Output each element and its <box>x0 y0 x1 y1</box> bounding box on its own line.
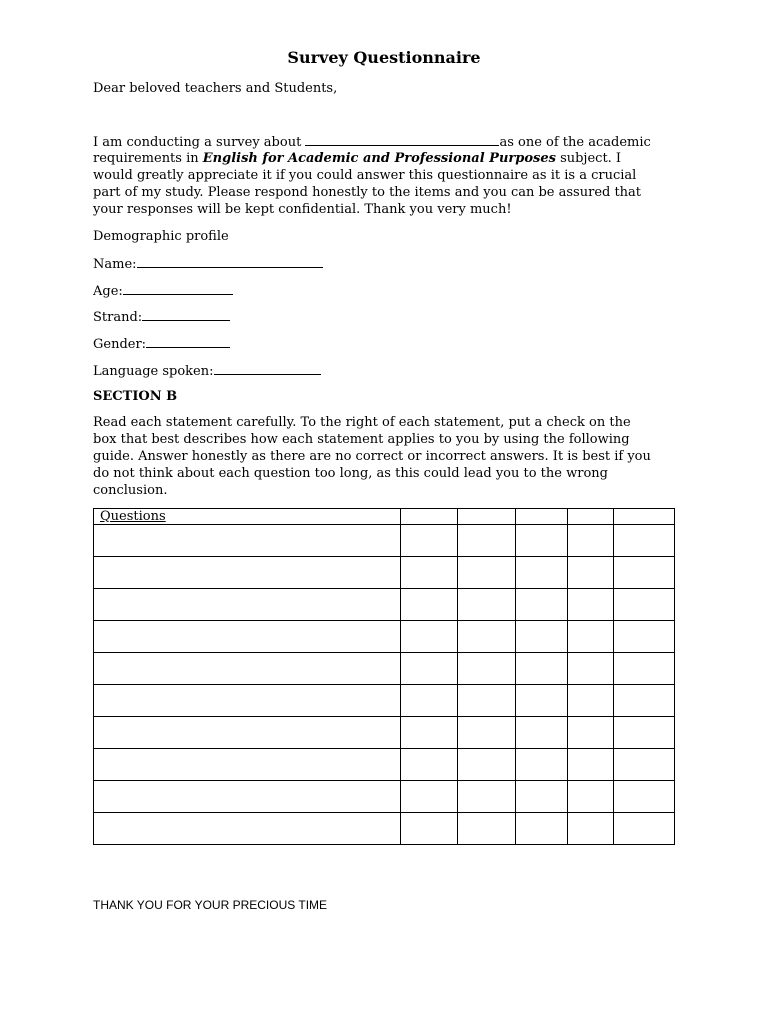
table-row <box>94 749 675 781</box>
greeting: Dear beloved teachers and Students, <box>93 81 338 96</box>
table-row <box>94 621 675 653</box>
language-input[interactable] <box>214 362 321 375</box>
check-cell[interactable] <box>458 557 516 589</box>
check-cell[interactable] <box>614 589 675 621</box>
check-cell[interactable] <box>458 749 516 781</box>
question-cell <box>94 557 401 589</box>
check-cell[interactable] <box>516 749 568 781</box>
strand-label: Strand: <box>93 310 143 325</box>
rating-header <box>614 509 675 525</box>
name-label: Name: <box>93 257 137 272</box>
check-cell[interactable] <box>568 589 614 621</box>
check-cell[interactable] <box>516 781 568 813</box>
strand-field <box>93 308 230 326</box>
intro-part2: as one of the academic <box>499 135 651 150</box>
intro-line-4: part of my study. Please respond honestly to the items and you can be assured that <box>93 185 642 200</box>
check-cell[interactable] <box>568 685 614 717</box>
check-cell[interactable] <box>458 685 516 717</box>
check-cell[interactable] <box>458 621 516 653</box>
rating-header <box>458 509 516 525</box>
check-cell[interactable] <box>516 813 568 845</box>
question-cell <box>94 781 401 813</box>
question-cell <box>94 717 401 749</box>
intro-part1: I am conducting a survey about <box>93 135 306 150</box>
check-cell[interactable] <box>400 653 458 685</box>
check-cell[interactable] <box>568 653 614 685</box>
check-cell[interactable] <box>568 621 614 653</box>
instructions-line-1: Read each statement carefully. To the right of each statement, put a check on the <box>93 415 631 430</box>
check-cell[interactable] <box>458 781 516 813</box>
question-cell <box>94 653 401 685</box>
check-cell[interactable] <box>516 557 568 589</box>
check-cell[interactable] <box>614 621 675 653</box>
check-cell[interactable] <box>614 557 675 589</box>
check-cell[interactable] <box>458 589 516 621</box>
instructions-line-4: do not think about each question too long, as this could lead you to the wrong <box>93 466 608 481</box>
check-cell[interactable] <box>400 813 458 845</box>
language-label: Language spoken: <box>93 364 214 379</box>
check-cell[interactable] <box>614 813 675 845</box>
check-cell[interactable] <box>400 557 458 589</box>
check-cell[interactable] <box>458 813 516 845</box>
check-cell[interactable] <box>458 653 516 685</box>
instructions-line-3: guide. Answer honestly as there are no correct or incorrect answers. It is best if you <box>93 449 651 464</box>
questions-header: Questions <box>94 509 401 525</box>
table-row <box>94 717 675 749</box>
check-cell[interactable] <box>568 749 614 781</box>
check-cell[interactable] <box>400 589 458 621</box>
check-cell[interactable] <box>568 525 614 557</box>
intro-line-5: your responses will be kept confidential. Thank you very much! <box>93 202 512 217</box>
check-cell[interactable] <box>400 749 458 781</box>
table-row <box>94 781 675 813</box>
subject-name: English for Academic and Professional Purposes <box>202 151 556 166</box>
survey-table <box>93 508 675 845</box>
check-cell[interactable] <box>516 685 568 717</box>
table-header-row <box>94 509 675 525</box>
footer-thanks: THANK YOU FOR YOUR PRECIOUS TIME <box>93 898 328 912</box>
age-field <box>93 282 233 300</box>
check-cell[interactable] <box>614 525 675 557</box>
question-cell <box>94 685 401 717</box>
check-cell[interactable] <box>614 749 675 781</box>
age-label: Age: <box>93 284 123 299</box>
rating-header <box>516 509 568 525</box>
check-cell[interactable] <box>516 621 568 653</box>
check-cell[interactable] <box>614 717 675 749</box>
check-cell[interactable] <box>568 557 614 589</box>
rating-header <box>568 509 614 525</box>
table-row <box>94 525 675 557</box>
check-cell[interactable] <box>400 621 458 653</box>
table-row <box>94 557 675 589</box>
name-input[interactable] <box>137 255 323 268</box>
check-cell[interactable] <box>458 525 516 557</box>
table-row <box>94 685 675 717</box>
question-cell <box>94 589 401 621</box>
age-input[interactable] <box>123 282 233 295</box>
demographic-heading: Demographic profile <box>93 229 229 244</box>
intro-line-1 <box>93 133 651 151</box>
table-row <box>94 813 675 845</box>
check-cell[interactable] <box>568 717 614 749</box>
instructions-line-5: conclusion. <box>93 483 168 498</box>
check-cell[interactable] <box>614 685 675 717</box>
page-title: Survey Questionnaire <box>287 48 481 67</box>
check-cell[interactable] <box>400 685 458 717</box>
gender-input[interactable] <box>146 335 230 348</box>
check-cell[interactable] <box>516 653 568 685</box>
intro-line-2 <box>93 150 621 167</box>
intro-line2-pre: requirements in <box>93 151 203 166</box>
check-cell[interactable] <box>458 717 516 749</box>
question-cell <box>94 749 401 781</box>
check-cell[interactable] <box>400 781 458 813</box>
table-row <box>94 589 675 621</box>
check-cell[interactable] <box>516 525 568 557</box>
check-cell[interactable] <box>614 781 675 813</box>
section-b-heading: SECTION B <box>93 389 178 404</box>
intro-line-3: would greatly appreciate it if you could answer this questionnaire as it is a crucial <box>93 168 637 183</box>
survey-topic-blank[interactable] <box>305 133 499 146</box>
check-cell[interactable] <box>516 589 568 621</box>
table-row <box>94 653 675 685</box>
rating-header <box>400 509 458 525</box>
check-cell[interactable] <box>400 525 458 557</box>
check-cell[interactable] <box>568 781 614 813</box>
language-field <box>93 362 321 380</box>
intro-line2-post: subject. I <box>555 151 622 166</box>
check-cell[interactable] <box>614 653 675 685</box>
name-field <box>93 255 323 273</box>
gender-field <box>93 335 230 353</box>
check-cell[interactable] <box>516 717 568 749</box>
question-cell <box>94 525 401 557</box>
question-cell <box>94 621 401 653</box>
check-cell[interactable] <box>400 717 458 749</box>
instructions-line-2: box that best describes how each statement applies to you by using the following <box>93 432 630 447</box>
gender-label: Gender: <box>93 337 147 352</box>
check-cell[interactable] <box>568 813 614 845</box>
question-cell <box>94 813 401 845</box>
strand-input[interactable] <box>142 308 230 321</box>
